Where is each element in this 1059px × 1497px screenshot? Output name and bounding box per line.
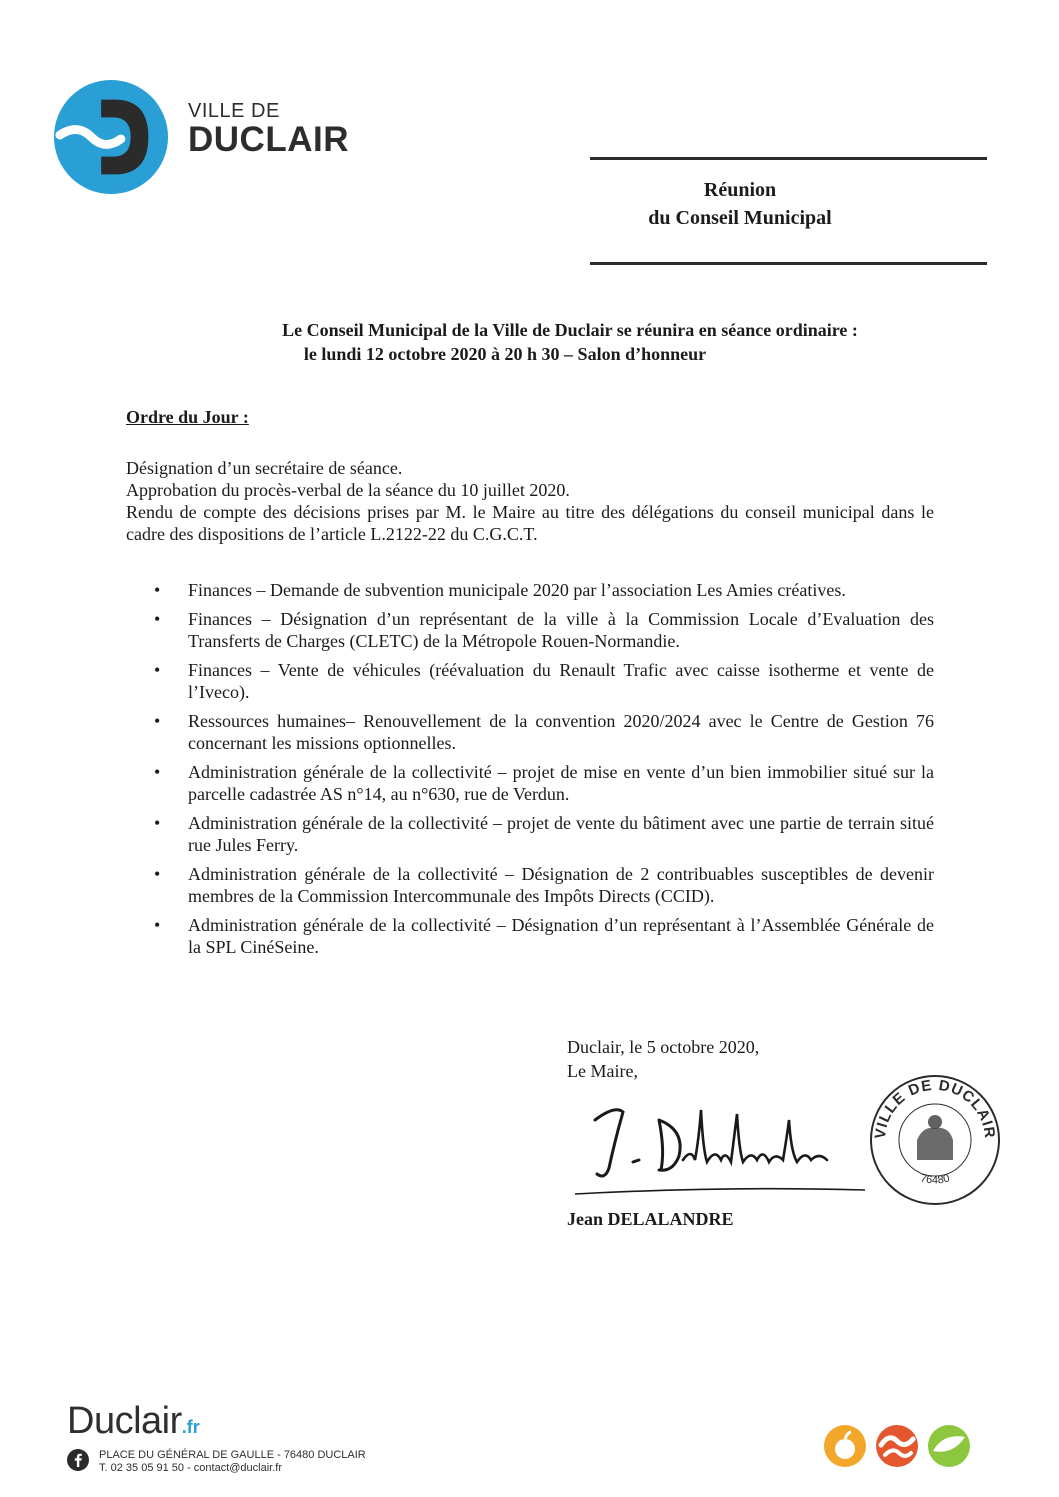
- seal-text: VILLE DE DUCLAIR: [871, 1076, 999, 1140]
- agenda-item: • Ressources humaines– Renouvellement de la convention 2020/2024 avec le Centre de Gestion 76 concernant les missions optionnelles.: [152, 710, 934, 754]
- logo-big-text: DUCLAIR: [188, 120, 349, 159]
- agenda-item: • Administration générale de la collectivité – Désignation d’un représentant à l’Assemblée Générale de la SPL CinéSeine.: [152, 914, 934, 958]
- footer-brand-name: Duclair: [67, 1400, 182, 1442]
- footer-contact: [99, 1449, 366, 1475]
- agenda-item: • Administration générale de la collectivité – projet de vente du bâtiment avec une partie de terrain situé rue Jules Ferry.: [152, 812, 934, 856]
- signatory-name: Jean DELALANDRE: [567, 1209, 734, 1229]
- agenda-item: • Finances – Demande de subvention municipale 2020 par l’association Les Amies créatives.: [152, 579, 934, 601]
- agenda-heading: Ordre du Jour :: [126, 407, 249, 427]
- agenda-list: [152, 579, 934, 965]
- signatory-role: Le Maire,: [567, 1061, 638, 1081]
- facebook-icon[interactable]: [67, 1449, 89, 1471]
- title-line-2: du Conseil Municipal: [648, 207, 832, 229]
- agenda-item: • Administration générale de la collectivité – projet de mise en vente d’un bien immobilier situé sur la parcelle cadastrée AS n°14, au n°630, rue de Verdun.: [152, 761, 934, 805]
- handwritten-signature-icon: [575, 1090, 865, 1200]
- footer-brand-tld: .fr: [181, 1417, 200, 1437]
- footer-pictograms: [823, 1423, 973, 1469]
- duclair-logo-icon: [52, 78, 170, 196]
- seal-code: 76480: [919, 1172, 951, 1187]
- red-wave-icon: [876, 1425, 918, 1467]
- footer-phone-email: T. 02 35 05 91 50 - contact@duclair.fr: [99, 1462, 282, 1474]
- agenda-preamble: [126, 457, 934, 545]
- agenda-item: • Administration générale de la collectivité – Désignation de 2 contribuables susceptibles de devenir membres de la Commission Intercommunale des Impôts Directs (CCID).: [152, 863, 934, 907]
- logo-wordmark: [188, 100, 349, 158]
- footer-brand: [67, 1400, 200, 1443]
- intro-line-1: Le Conseil Municipal de la Ville de Duclair se réunira en séance ordinaire :: [282, 320, 858, 340]
- intro-line-2: le lundi 12 octobre 2020 à 20 h 30 – Salon d’honneur: [303, 344, 707, 364]
- footer-address: PLACE DU GÉNÉRAL DE GAULLE - 76480 DUCLAIR: [99, 1449, 366, 1461]
- svg-text:76480: [919, 1172, 951, 1186]
- document-title: [590, 176, 890, 232]
- preamble-line: Approbation du procès-verbal de la séance du 10 juillet 2020.: [126, 480, 570, 500]
- logo-small-text: VILLE DE: [188, 100, 280, 122]
- title-line-1: Réunion: [703, 179, 777, 201]
- signature-block: [567, 1035, 759, 1083]
- title-rule-top: [590, 157, 987, 160]
- orange-fruit-icon: [824, 1425, 866, 1467]
- agenda-item: • Finances – Vente de véhicules (réévaluation du Renault Trafic avec caisse isotherme et vente de l’Iveco).: [152, 659, 934, 703]
- official-seal-icon: [865, 1070, 1005, 1210]
- agenda-item: • Finances – Désignation d’un représentant de la ville à la Commission Locale d’Evaluation des Transferts de Charges (CLETC) de la Métropole Rouen-Normandie.: [152, 608, 934, 652]
- preamble-line: Rendu de compte des décisions prises par M. le Maire au titre des délégations du conseil municipal dans le cadre des dispositions de l’article L.2122-22 du C.G.C.T.: [126, 502, 934, 544]
- preamble-line: Désignation d’un secrétaire de séance.: [126, 458, 403, 478]
- title-rule-bottom: [590, 262, 987, 265]
- meeting-intro: [120, 318, 1020, 366]
- place-date: Duclair, le 5 octobre 2020,: [567, 1037, 760, 1057]
- green-leaf-icon: [928, 1425, 970, 1467]
